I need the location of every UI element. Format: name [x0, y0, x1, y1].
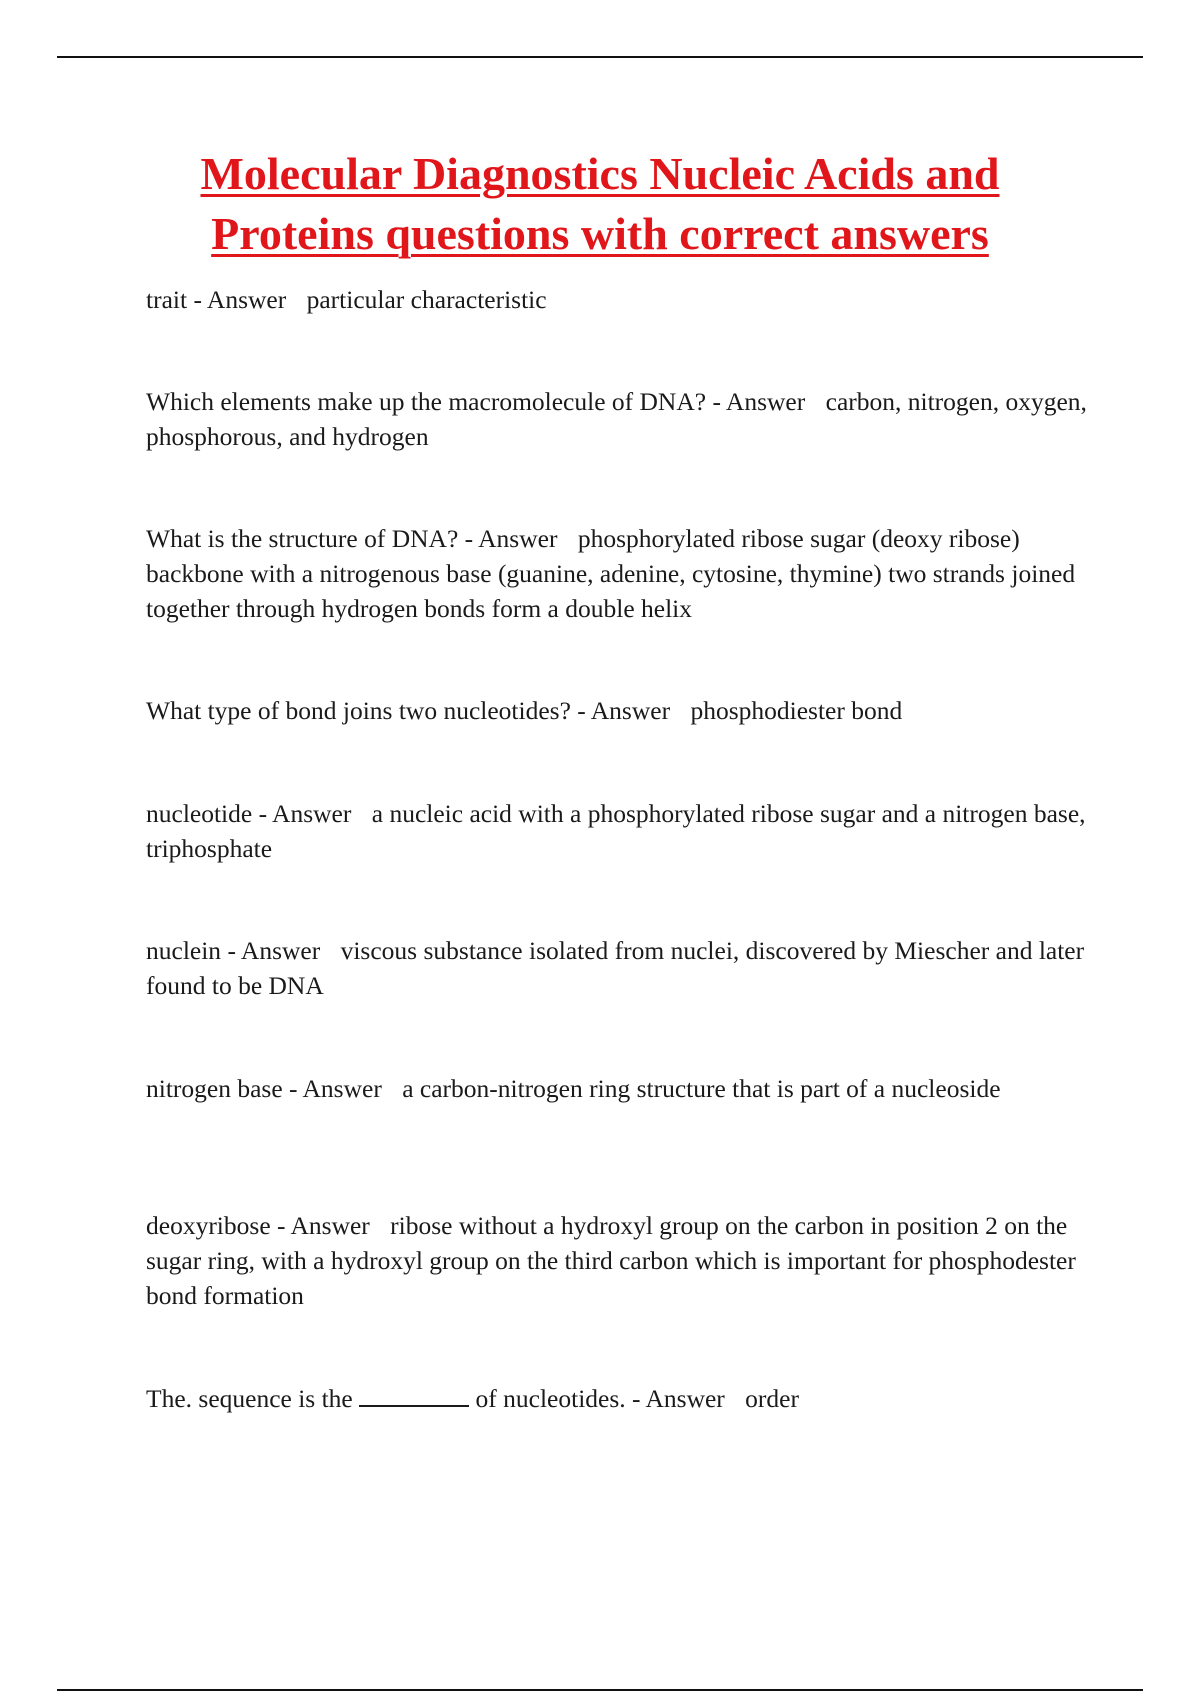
qa-item-nuclein: [146, 933, 1106, 1003]
title-line-1: Molecular Diagnostics Nucleic Acids and: [200, 148, 1000, 199]
question-text: What type of bond joins two nucleotides?: [146, 696, 571, 725]
answer-label: - Answer: [464, 524, 558, 553]
answer-text: carbon, nitrogen, oxygen, phosphorous, and hydrogen: [146, 387, 1087, 451]
answer-text: ribose without a hydroxyl group on the carbon in position 2 on the sugar ring, with a hydroxyl group on the third carbon which is important for phosphodester bond formation: [146, 1211, 1076, 1310]
question-text: nucleotide: [146, 799, 253, 828]
answer-label: - Answer: [227, 936, 321, 965]
qa-item-trait: [146, 282, 1106, 317]
top-rule: [57, 56, 1143, 58]
question-text: What is the structure of DNA?: [146, 524, 459, 553]
question-text: nuclein: [146, 936, 222, 965]
title-line-2: Proteins questions with correct answers: [211, 208, 989, 259]
answer-text: particular characteristic: [306, 285, 547, 314]
question-text: trait: [146, 285, 188, 314]
qa-item-nucleotide-bond: [146, 693, 1106, 728]
qa-item-sequence: [146, 1381, 1106, 1416]
answer-text: viscous substance isolated from nuclei, discovered by Miescher and later found to be DNA: [146, 936, 1085, 1000]
question-text-before-blank: The. sequence is the: [146, 1384, 353, 1413]
answer-label: - Answer: [258, 799, 352, 828]
qa-item-nitrogen-base: [146, 1071, 1106, 1106]
answer-label: - Answer: [712, 387, 806, 416]
qa-item-nucleotide: [146, 796, 1106, 866]
answer-label: - Answer: [193, 285, 287, 314]
answer-label: - Answer: [277, 1211, 370, 1240]
document-title: [60, 144, 1140, 264]
answer-text: order: [745, 1384, 799, 1413]
answer-text: a nucleic acid with a phosphorylated ribose sugar and a nitrogen base, triphosphate: [146, 799, 1086, 863]
answer-label: - Answer: [289, 1074, 382, 1103]
qa-item-dna-elements: [146, 384, 1106, 454]
answer-text: phosphorylated ribose sugar (deoxy ribose) backbone with a nitrogenous base (guanine, adenine, cytosine, thymine) two strands joined together through hydrogen bonds form a double helix: [146, 524, 1076, 623]
bottom-rule: [57, 1689, 1143, 1691]
answer-text: phosphodiester bond: [690, 696, 903, 725]
qa-item-dna-structure: [146, 521, 1106, 626]
qa-item-deoxyribose: [146, 1208, 1106, 1313]
question-text: nitrogen base: [146, 1074, 283, 1103]
answer-label: - Answer: [632, 1384, 725, 1413]
fill-in-blank: [359, 1385, 469, 1407]
question-text: deoxyribose: [146, 1211, 271, 1240]
question-text-after-blank: of nucleotides.: [475, 1384, 626, 1413]
question-text: Which elements make up the macromolecule of DNA?: [146, 387, 707, 416]
answer-text: a carbon-nitrogen ring structure that is part of a nucleoside: [402, 1074, 1001, 1103]
answer-label: - Answer: [577, 696, 671, 725]
